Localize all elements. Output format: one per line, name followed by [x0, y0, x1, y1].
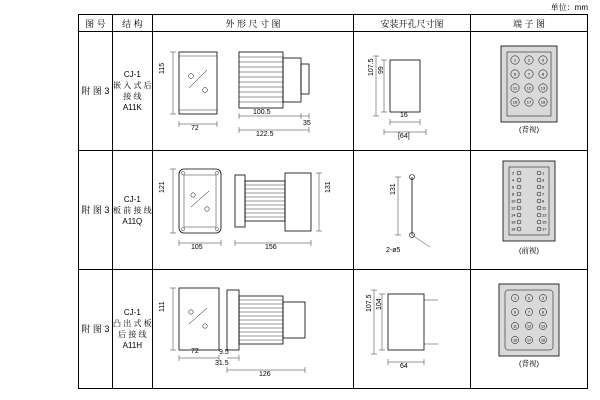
row1-mount-dim-1075: 107.5	[367, 58, 375, 76]
svg-text:17: 17	[526, 338, 531, 343]
row3-terminal-drawing	[471, 270, 587, 388]
svg-text:7: 7	[527, 310, 530, 315]
row1-code: A11K	[122, 103, 142, 112]
row3-outline-drawing	[153, 270, 353, 388]
table-row	[79, 32, 588, 151]
row1-outline-cell	[152, 32, 353, 151]
row1-dim-1225: 122.5	[255, 131, 274, 138]
svg-text:3: 3	[541, 296, 544, 301]
specification-table	[78, 14, 588, 389]
svg-text:12: 12	[526, 324, 531, 329]
svg-text:12: 12	[510, 205, 516, 211]
svg-text:15: 15	[541, 219, 547, 225]
svg-text:9: 9	[541, 198, 545, 204]
svg-text:18: 18	[510, 226, 516, 232]
row2-dim-121: 121	[158, 181, 166, 193]
row3-outline-cell	[152, 270, 353, 389]
svg-text:5: 5	[541, 184, 545, 190]
row3-tuhao-text: 附 图 3	[81, 323, 110, 334]
header-duanzi: 端 子 图	[470, 15, 587, 32]
unit-label: 单位：mm	[550, 3, 588, 12]
row3-type: 凸 出 式 板 后 接 线	[113, 319, 152, 339]
svg-text:1: 1	[513, 57, 517, 63]
row1-mount-dim-64: [64]	[397, 133, 410, 140]
svg-text:10: 10	[510, 198, 516, 204]
row2-terminal-cell	[470, 151, 587, 270]
svg-text:3: 3	[541, 177, 545, 183]
row3-dim-315: 31.5	[214, 360, 229, 367]
svg-text:16: 16	[512, 99, 518, 105]
row3-mount-dim-1075: 107.5	[365, 294, 373, 312]
svg-text:11: 11	[541, 205, 547, 211]
row2-outline-drawing	[153, 151, 353, 269]
row2-mount-dim-131: 131	[389, 183, 397, 195]
row2-jiegou-cell	[112, 151, 152, 270]
svg-text:4: 4	[511, 177, 515, 183]
svg-text:3: 3	[541, 57, 545, 63]
row1-jiegou-cell	[112, 32, 152, 151]
row1-tuhao-text: 附 图 3	[81, 85, 110, 96]
row1-type: 嵌 入 式 后 接 线	[113, 81, 152, 101]
row1-outline-drawing	[153, 32, 353, 150]
header-jiegou: 结 构	[112, 15, 152, 32]
svg-text:13: 13	[541, 212, 547, 218]
svg-text:11: 11	[512, 85, 518, 91]
svg-text:8: 8	[541, 310, 544, 315]
row1-mount-cell	[353, 32, 470, 151]
svg-text:17: 17	[526, 99, 532, 105]
table-header-row	[79, 15, 588, 32]
svg-text:1: 1	[541, 170, 545, 176]
row1-tuhao-cell	[79, 32, 113, 151]
row2-mount-cell	[353, 151, 470, 270]
row2-terminal-caption: (前视)	[518, 246, 539, 255]
svg-text:2: 2	[527, 296, 530, 301]
svg-text:18: 18	[540, 99, 546, 105]
row2-outline-cell	[152, 151, 353, 270]
row3-mount-cell	[353, 270, 470, 389]
row2-dim-131: 131	[324, 181, 332, 193]
row2-dim-156: 156	[264, 244, 277, 251]
row1-model: CJ-1	[123, 70, 141, 79]
row2-mount-dim-2d5: 2-ø5	[385, 247, 401, 254]
row3-mount-dim-104: 104	[375, 298, 383, 310]
svg-text:2: 2	[527, 57, 531, 63]
row1-mount-dim-99: 99	[377, 66, 385, 74]
svg-text:8: 8	[541, 71, 545, 77]
row3-code: A11H	[122, 341, 143, 350]
row1-terminal-cell	[470, 32, 587, 151]
row1-dim-1005: 100.5	[252, 109, 271, 116]
svg-text:14: 14	[510, 212, 516, 218]
table-row	[79, 270, 588, 389]
svg-text:16: 16	[512, 338, 517, 343]
row2-tuhao-text: 附 图 3	[81, 204, 110, 215]
svg-text:8: 8	[511, 191, 515, 197]
svg-text:7: 7	[541, 191, 545, 197]
svg-text:2: 2	[511, 170, 515, 176]
table-row	[79, 151, 588, 270]
svg-text:1: 1	[513, 296, 516, 301]
svg-text:13: 13	[540, 324, 545, 329]
row3-model: CJ-1	[123, 308, 141, 317]
svg-text:6: 6	[513, 310, 516, 315]
row1-dim-115: 115	[158, 62, 166, 74]
row2-type: 板 前 接 线	[113, 205, 152, 215]
svg-text:6: 6	[513, 71, 517, 77]
row2-mount-drawing	[354, 151, 470, 269]
header-kaikong: 安装开孔尺寸图	[353, 15, 470, 32]
svg-text:6: 6	[511, 184, 515, 190]
row3-terminal-cell	[470, 270, 587, 389]
row1-terminal-caption: (背视)	[518, 125, 539, 134]
svg-text:18: 18	[540, 338, 545, 343]
header-tuhao: 图 号	[79, 15, 113, 32]
row3-tuhao-cell	[79, 270, 113, 389]
row3-mount-dim-64: 64	[399, 363, 408, 370]
row3-jiegou-cell	[112, 270, 152, 389]
row3-dim-111: 111	[158, 301, 166, 312]
row1-mount-dim-16: 16	[399, 112, 408, 119]
row3-mount-drawing	[354, 270, 470, 388]
row1-dim-72: 72	[190, 125, 199, 132]
svg-text:7: 7	[527, 71, 531, 77]
row2-dim-105: 105	[190, 244, 203, 251]
row2-model: CJ-1	[123, 194, 141, 204]
svg-text:16: 16	[510, 219, 516, 225]
svg-text:12: 12	[526, 85, 532, 91]
row3-dim-126: 126	[258, 371, 271, 378]
svg-text:13: 13	[540, 85, 546, 91]
row1-dim-35: 35	[302, 120, 311, 127]
row2-tuhao-cell	[79, 151, 113, 270]
row2-code: A11Q	[122, 216, 143, 226]
row3-terminal-caption: (背视)	[518, 359, 539, 368]
row1-mount-drawing	[354, 32, 470, 150]
svg-text:11: 11	[513, 324, 517, 329]
row3-dim-95: 9.5	[218, 349, 229, 356]
svg-text:17: 17	[541, 226, 547, 232]
header-waixing: 外 形 尺 寸 图	[152, 15, 353, 32]
row3-dim-72: 72	[190, 348, 199, 355]
